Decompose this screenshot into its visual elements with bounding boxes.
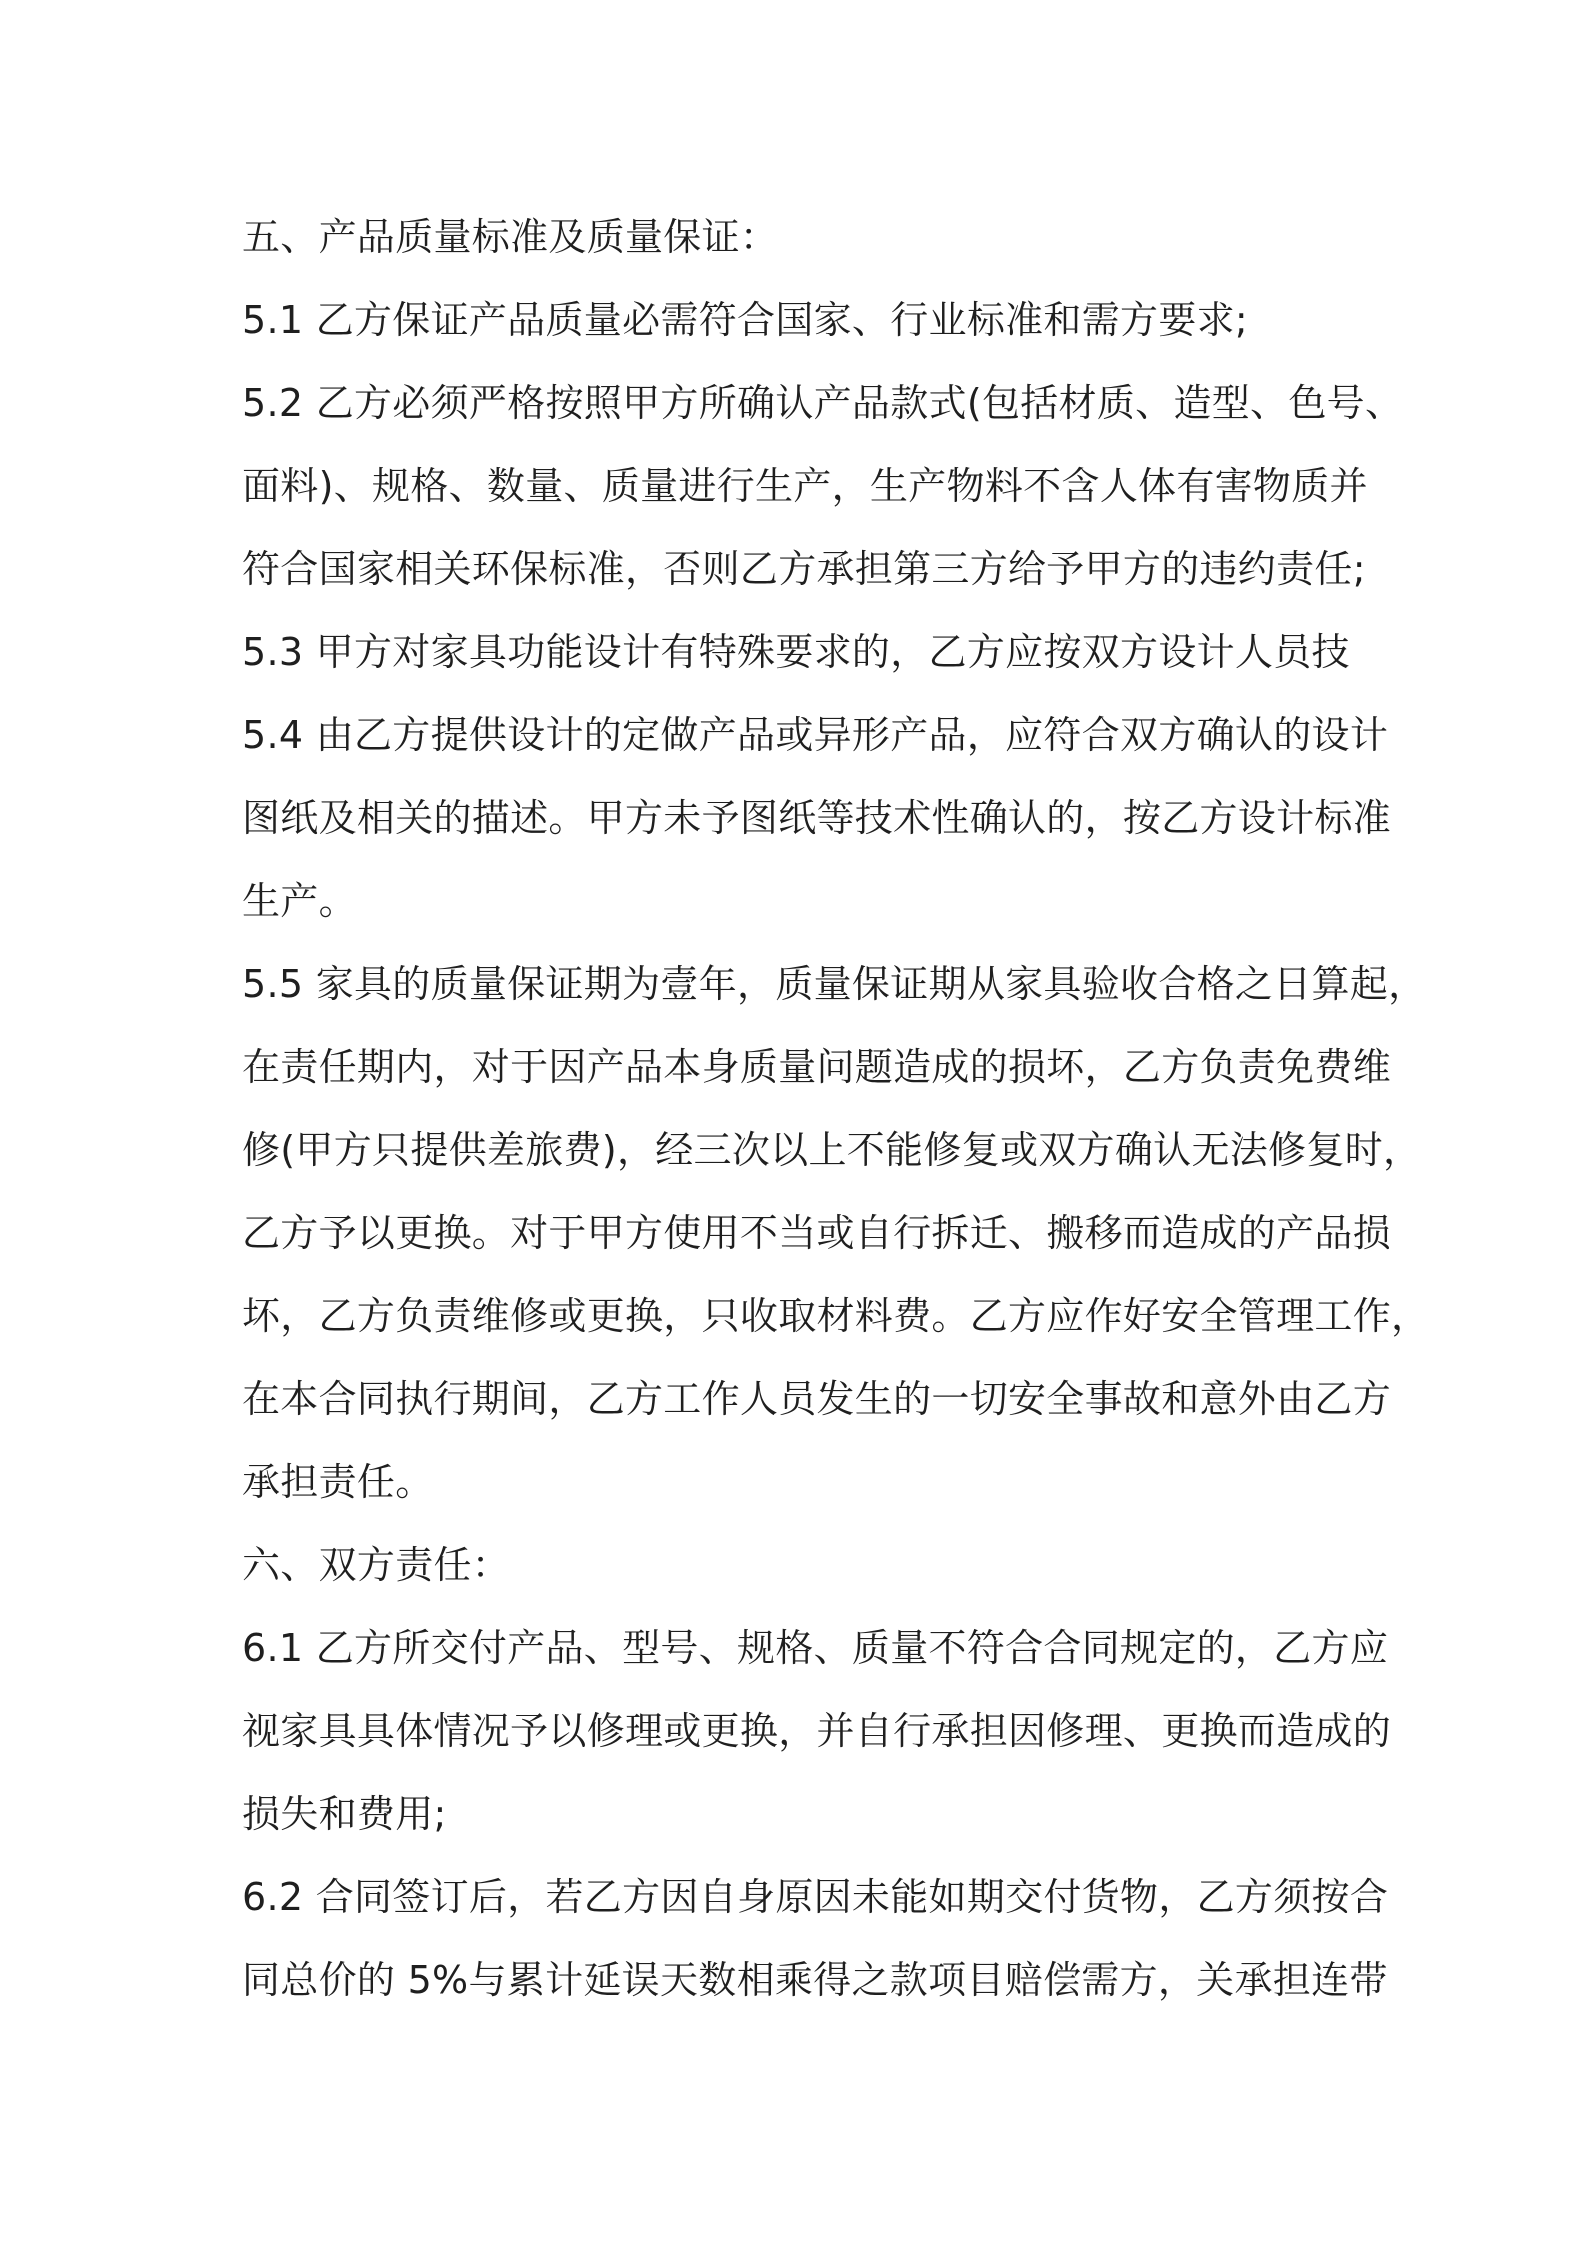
clause-5-3: 5.3 甲方对家具功能设计有特殊要求的，乙方应按双方设计人员技 [242, 630, 1350, 674]
clause-5-2-line-1: 5.2 乙方必须严格按照甲方所确认产品款式(包括材质、造型、色号、 [242, 381, 1404, 425]
clause-5-1: 5.1 乙方保证产品质量必需符合国家、行业标准和需方要求; [242, 298, 1249, 342]
clause-5-5-line-1: 5.5 家具的质量保证期为壹年，质量保证期从家具验收合格之日算起， [242, 962, 1427, 1006]
clause-5-5-line-2: 在责任期内，对于因产品本身质量问题造成的损坏，乙方负责免费维 [242, 1045, 1392, 1089]
section-heading-6: 六、双方责任： [242, 1543, 511, 1587]
clause-5-4-line-1: 5.4 由乙方提供设计的定做产品或异形产品，应符合双方确认的设计 [242, 713, 1389, 757]
clause-6-2-line-2: 同总价的 5%与累计延误天数相乘得之款项目赔偿需方，关承担连带 [242, 1958, 1388, 2002]
clause-6-1-line-2: 视家具具体情况予以修理或更换，并自行承担因修理、更换而造成的 [242, 1709, 1392, 1753]
clause-6-1-line-3: 损失和费用; [242, 1792, 447, 1836]
clause-5-5-line-5: 坏，乙方负责维修或更换，只收取材料费。乙方应作好安全管理工作， [242, 1294, 1430, 1338]
clause-5-5-line-3: 修(甲方只提供差旅费)，经三次以上不能修复或双方确认无法修复时， [242, 1128, 1422, 1172]
clause-6-1-line-1: 6.1 乙方所交付产品、型号、规格、质量不符合合同规定的，乙方应 [242, 1626, 1389, 1670]
clause-5-5-line-7: 承担责任。 [242, 1460, 434, 1504]
contract-text [242, 196, 1430, 2022]
clause-5-5-line-4: 乙方予以更换。对于甲方使用不当或自行拆迁、搬移而造成的产品损 [242, 1211, 1392, 1255]
clause-5-4-line-2: 图纸及相关的描述。甲方未予图纸等技术性确认的，按乙方设计标准 [242, 796, 1392, 840]
clause-6-2-line-1: 6.2 合同签订后，若乙方因自身原因未能如期交付货物，乙方须按合 [242, 1875, 1389, 1919]
section-heading-5: 五、产品质量标准及质量保证： [242, 215, 779, 259]
clause-5-2-line-2: 面料)、规格、数量、质量进行生产，生产物料不含人体有害物质并 [242, 464, 1368, 508]
clause-5-4-line-3: 生产。 [242, 879, 357, 923]
clause-5-5-line-6: 在本合同执行期间，乙方工作人员发生的一切安全事故和意外由乙方 [242, 1377, 1392, 1421]
clause-5-2-line-3: 符合国家相关环保标准，否则乙方承担第三方给予甲方的违约责任; [242, 547, 1366, 591]
